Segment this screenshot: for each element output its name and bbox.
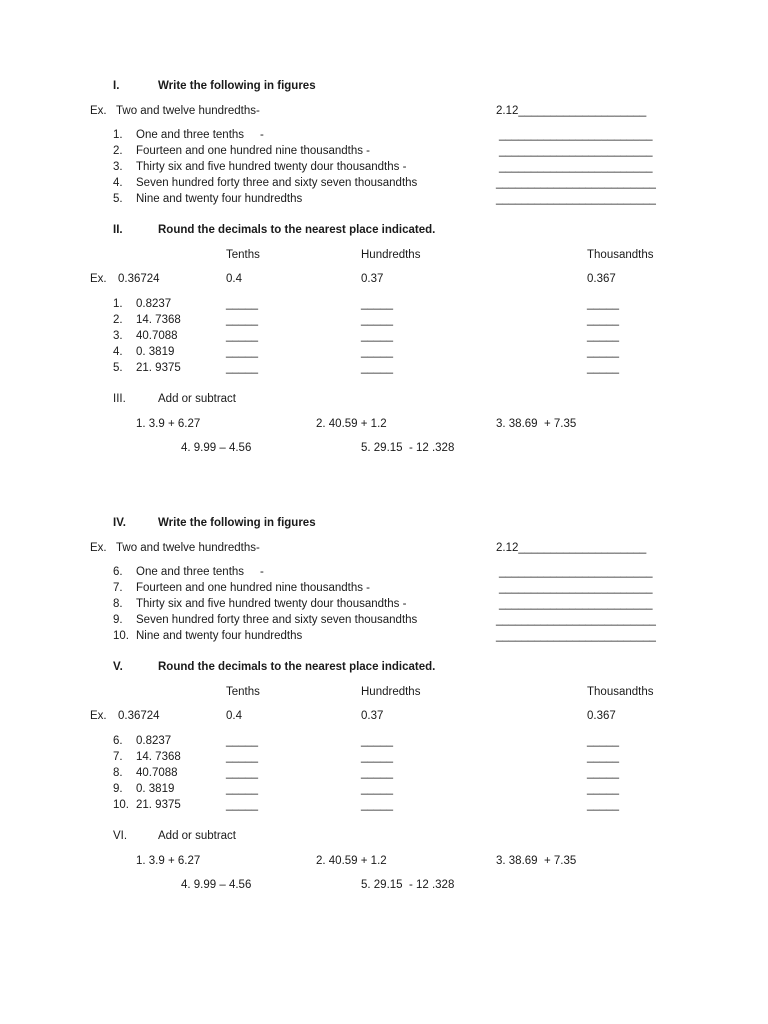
blank-thousandths: _____ <box>587 362 619 374</box>
item-text: One and three tenths - <box>136 566 264 578</box>
problem-1: 1. 3.9 + 6.27 <box>136 855 201 867</box>
section-title: Write the following in figures <box>158 80 316 92</box>
item-number: 2. <box>113 145 123 157</box>
example-label: Ex. <box>90 710 107 722</box>
blank-hundredths: _____ <box>361 314 393 326</box>
problem-4: 4. 9.99 – 4.56 <box>181 442 252 454</box>
item-number: 5. <box>113 362 123 374</box>
item-value: 21. 9375 <box>136 799 181 811</box>
blank-tenths: _____ <box>226 330 258 342</box>
blank-thousandths: _____ <box>587 346 619 358</box>
item-number: 7. <box>113 582 123 594</box>
blank-thousandths: _____ <box>587 751 619 763</box>
answer-line: ________________________ <box>499 161 653 173</box>
section-title: Add or subtract <box>158 393 236 405</box>
answer-line: _________________________ <box>496 193 656 205</box>
column-header-hundredths: Hundredths <box>361 686 421 698</box>
answer-line: _________________________ <box>496 177 656 189</box>
blank-thousandths: _____ <box>587 314 619 326</box>
item-number: 4. <box>113 346 123 358</box>
blank-tenths: _____ <box>226 362 258 374</box>
item-number: 3. <box>113 161 123 173</box>
example-tenths: 0.4 <box>226 710 242 722</box>
blank-hundredths: _____ <box>361 362 393 374</box>
example-value: 0.36724 <box>118 710 160 722</box>
blank-hundredths: _____ <box>361 298 393 310</box>
problem-2: 2. 40.59 + 1.2 <box>316 418 387 430</box>
blank-hundredths: _____ <box>361 330 393 342</box>
example-hundredths: 0.37 <box>361 273 384 285</box>
column-header-hundredths: Hundredths <box>361 249 421 261</box>
item-value: 0.8237 <box>136 298 172 310</box>
item-number: 3. <box>113 330 123 342</box>
blank-hundredths: _____ <box>361 751 393 763</box>
answer-line: ________________________ <box>499 145 653 157</box>
blank-thousandths: _____ <box>587 783 619 795</box>
column-header-thousandths: Thousandths <box>587 249 654 261</box>
blank-thousandths: _____ <box>587 799 619 811</box>
example-thousandths: 0.367 <box>587 273 616 285</box>
item-value: 0. 3819 <box>136 346 175 358</box>
blank-thousandths: _____ <box>587 767 619 779</box>
problem-2: 2. 40.59 + 1.2 <box>316 855 387 867</box>
problem-5: 5. 29.15 - 12 .328 <box>361 879 455 891</box>
blank-hundredths: _____ <box>361 767 393 779</box>
item-text: Thirty six and five hundred twenty dour thousandths - <box>136 161 407 173</box>
example-answer: 2.12____________________ <box>496 105 647 117</box>
item-number: 10. <box>113 630 129 642</box>
blank-thousandths: _____ <box>587 330 619 342</box>
section-title: Round the decimals to the nearest place indicated. <box>158 661 436 673</box>
item-number: 2. <box>113 314 123 326</box>
item-value: 40.7088 <box>136 330 178 342</box>
item-text: Nine and twenty four hundredths <box>136 630 303 642</box>
item-number: 7. <box>113 751 123 763</box>
blank-thousandths: _____ <box>587 298 619 310</box>
example-text: Two and twelve hundredths- <box>116 542 260 554</box>
blank-tenths: _____ <box>226 735 258 747</box>
column-header-tenths: Tenths <box>226 686 260 698</box>
answer-line: _________________________ <box>496 614 656 626</box>
problem-4: 4. 9.99 – 4.56 <box>181 879 252 891</box>
example-hundredths: 0.37 <box>361 710 384 722</box>
section-numeral: III. <box>113 393 126 405</box>
section-numeral: II. <box>113 224 123 236</box>
section-numeral: VI. <box>113 830 128 842</box>
section-title: Round the decimals to the nearest place indicated. <box>158 224 436 236</box>
item-number: 1. <box>113 298 123 310</box>
section-numeral: I. <box>113 80 120 92</box>
blank-tenths: _____ <box>226 799 258 811</box>
problem-3: 3. 38.69 + 7.35 <box>496 418 577 430</box>
item-value: 14. 7368 <box>136 314 181 326</box>
answer-line: ________________________ <box>499 566 653 578</box>
item-value: 21. 9375 <box>136 362 181 374</box>
item-text: Fourteen and one hundred nine thousandths - <box>136 582 371 594</box>
column-header-thousandths: Thousandths <box>587 686 654 698</box>
blank-tenths: _____ <box>226 783 258 795</box>
item-number: 1. <box>113 129 123 141</box>
example-text: Two and twelve hundredths- <box>116 105 260 117</box>
item-number: 9. <box>113 614 123 626</box>
answer-line: ________________________ <box>499 582 653 594</box>
problem-5: 5. 29.15 - 12 .328 <box>361 442 455 454</box>
section-numeral: V. <box>113 661 123 673</box>
example-tenths: 0.4 <box>226 273 242 285</box>
blank-hundredths: _____ <box>361 799 393 811</box>
example-label: Ex. <box>90 542 107 554</box>
blank-hundredths: _____ <box>361 735 393 747</box>
answer-line: ________________________ <box>499 129 653 141</box>
section-title: Add or subtract <box>158 830 236 842</box>
item-number: 6. <box>113 735 123 747</box>
example-label: Ex. <box>90 105 107 117</box>
item-number: 6. <box>113 566 123 578</box>
item-value: 0. 3819 <box>136 783 175 795</box>
item-number: 8. <box>113 598 123 610</box>
blank-hundredths: _____ <box>361 783 393 795</box>
section-title: Write the following in figures <box>158 517 316 529</box>
item-number: 4. <box>113 177 123 189</box>
section-numeral: IV. <box>113 517 127 529</box>
blank-hundredths: _____ <box>361 346 393 358</box>
example-label: Ex. <box>90 273 107 285</box>
example-answer: 2.12____________________ <box>496 542 647 554</box>
item-number: 8. <box>113 767 123 779</box>
blank-tenths: _____ <box>226 767 258 779</box>
answer-line: _________________________ <box>496 630 656 642</box>
item-text: One and three tenths - <box>136 129 264 141</box>
item-text: Seven hundred forty three and sixty seven thousandths <box>136 614 418 626</box>
item-value: 14. 7368 <box>136 751 181 763</box>
item-number: 10. <box>113 799 129 811</box>
answer-line: ________________________ <box>499 598 653 610</box>
item-text: Nine and twenty four hundredths <box>136 193 303 205</box>
blank-tenths: _____ <box>226 346 258 358</box>
item-text: Fourteen and one hundred nine thousandths - <box>136 145 371 157</box>
item-value: 0.8237 <box>136 735 172 747</box>
example-value: 0.36724 <box>118 273 160 285</box>
item-text: Seven hundred forty three and sixty seven thousandths <box>136 177 418 189</box>
problem-1: 1. 3.9 + 6.27 <box>136 418 201 430</box>
problem-3: 3. 38.69 + 7.35 <box>496 855 577 867</box>
item-number: 9. <box>113 783 123 795</box>
example-thousandths: 0.367 <box>587 710 616 722</box>
blank-tenths: _____ <box>226 314 258 326</box>
item-number: 5. <box>113 193 123 205</box>
item-value: 40.7088 <box>136 767 178 779</box>
item-text: Thirty six and five hundred twenty dour thousandths - <box>136 598 407 610</box>
blank-thousandths: _____ <box>587 735 619 747</box>
column-header-tenths: Tenths <box>226 249 260 261</box>
blank-tenths: _____ <box>226 751 258 763</box>
blank-tenths: _____ <box>226 298 258 310</box>
